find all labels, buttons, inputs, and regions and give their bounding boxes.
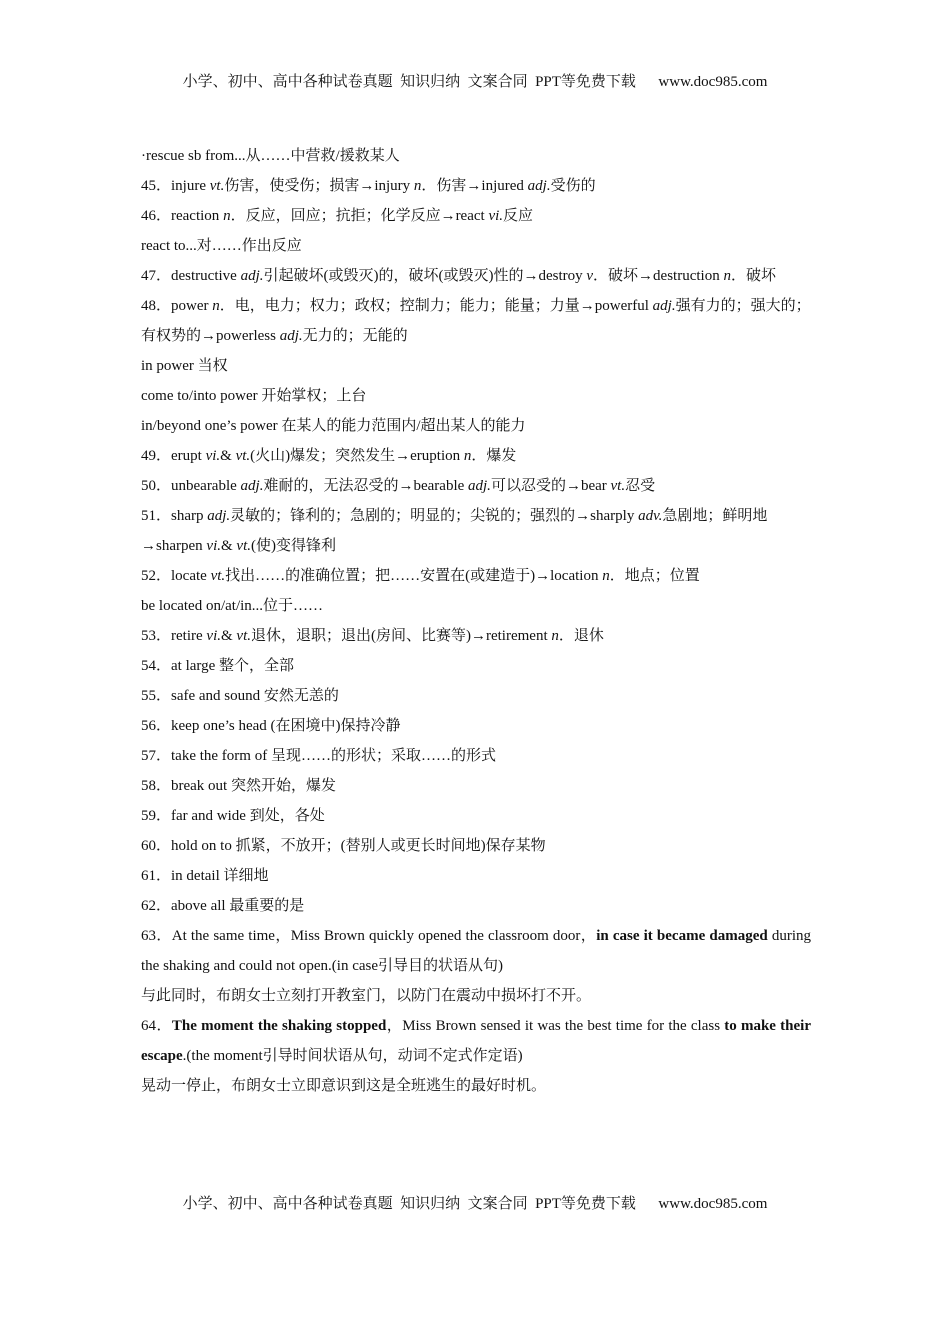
page-footer: 小学、初中、高中各种试卷真题 知识归纳 文案合同 PPT等免费下载 www.doc985.com: [182, 1196, 768, 1212]
entry-51: 51．sharp adj.灵敏的；锋利的；急剧的；明显的；尖锐的；强烈的→sharply adv.急剧地；鲜明地→sharpen vi.& vt.(使)变得锋利: [141, 508, 768, 554]
entry-48-phrase-3: in/beyond one’s power 在某人的能力范围内/超出某人的能力: [141, 418, 526, 434]
entry-47: 47．destructive adj.引起破坏(或毁灭)的，破坏(或毁灭)性的→destroy v．破坏→destruction n．破坏: [141, 268, 776, 284]
entry-48: 48．power n．电，电力；权力；政权；控制力；能力；能量；力量→powerful adj.强有力的；强大的；有权势的→powerless adj.无力的；无能的: [141, 298, 811, 344]
entry-60: 60．hold on to 抓紧，不放开；(替别人或更长时间地)保存某物: [141, 838, 546, 854]
line-rescue: ·rescue sb from...从……中营救/援救某人: [141, 148, 400, 164]
entry-45: 45．injure vt.伤害，使受伤；损害→injury n．伤害→injured adj.受伤的: [141, 178, 596, 194]
entry-46-phrase: react to...对……作出反应: [141, 238, 302, 254]
entry-55: 55．safe and sound 安然无恙的: [141, 688, 339, 704]
entry-50: 50．unbearable adj.难耐的，无法忍受的→bearable adj.可以忍受的→bear vt.忍受: [141, 478, 656, 494]
entry-64: 64．The moment the shaking stopped，Miss Brown sensed it was the best time for the class to make their escape.(the moment引导时间状语从句，动词不定式作定语): [141, 1018, 811, 1064]
entry-59: 59．far and wide 到处，各处: [141, 808, 325, 824]
entry-52: 52．locate vt.找出……的准确位置；把……安置在(或建造于)→location n．地点；位置: [141, 568, 700, 584]
entry-48-phrase-2: come to/into power 开始掌权；上台: [141, 388, 367, 404]
entry-64-translation: 晃动一停止，布朗女士立即意识到这是全班逃生的最好时机。: [141, 1078, 547, 1094]
entry-46: 46．reaction n．反应，回应；抗拒；化学反应→react vi.反应: [141, 208, 534, 224]
entry-48-phrase-1: in power 当权: [141, 358, 228, 374]
entry-61: 61．in detail 详细地: [141, 868, 269, 884]
document-body: [141, 141, 811, 1101]
entry-54: 54．at large 整个，全部: [141, 658, 295, 674]
entry-49: 49．erupt vi.& vt.(火山)爆发；突然发生→eruption n．爆发: [141, 448, 517, 464]
entry-56: 56．keep one’s head (在困境中)保持冷静: [141, 718, 401, 734]
entry-62: 62．above all 最重要的是: [141, 898, 305, 914]
page-header: 小学、初中、高中各种试卷真题 知识归纳 文案合同 PPT等免费下载 www.doc985.com: [182, 74, 768, 90]
entry-53: 53．retire vi.& vt.退休，退职；退出(房间、比赛等)→retirement n．退休: [141, 628, 604, 644]
entry-63-translation: 与此同时，布朗女士立刻打开教室门，以防门在震动中损坏打不开。: [141, 988, 592, 1004]
entry-52-phrase: be located on/at/in...位于……: [141, 598, 324, 614]
entry-58: 58．break out 突然开始，爆发: [141, 778, 336, 794]
entry-63: 63．At the same time，Miss Brown quickly opened the classroom door，in case it became damaged during the shaking and could not open.(in case引导目的状语从句): [141, 928, 811, 974]
entry-57: 57．take the form of 呈现……的形状；采取……的形式: [141, 748, 496, 764]
